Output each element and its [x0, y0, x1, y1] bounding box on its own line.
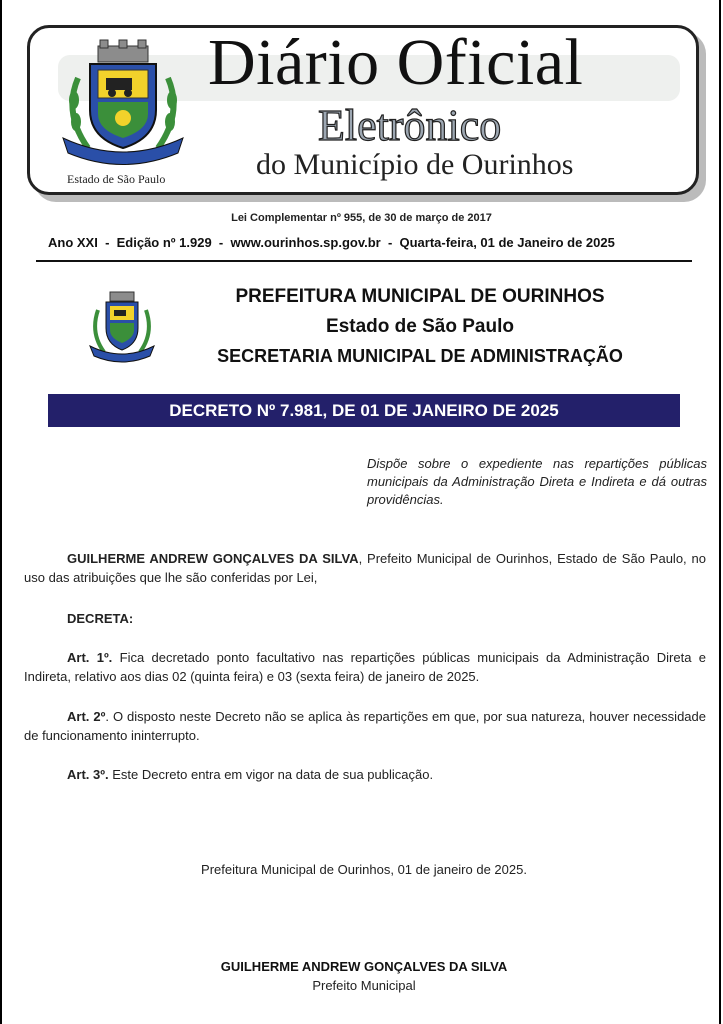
issuer-prefeitura: PREFEITURA MUNICIPAL DE OURINHOS	[235, 286, 605, 307]
municipal-crest-icon	[58, 38, 188, 168]
masthead-title: Diário Oficial	[208, 26, 584, 99]
decreta-heading	[24, 609, 706, 628]
article-3-text: Este Decreto entra em vigor na data de sua publicação.	[108, 767, 434, 782]
edition-line: Ano XXI - Edição nº 1.929 - www.ourinhos.sp.gov.br - Quarta-feira, 01 de Janeiro de 2025	[48, 235, 615, 250]
edition-date: Quarta-feira, 01 de Janeiro de 2025	[399, 235, 615, 250]
article-1	[24, 648, 706, 686]
issuer-secretaria: SECRETARIA MUNICIPAL DE ADMINISTRAÇÃO	[217, 346, 623, 366]
decree-title: DECRETO Nº 7.981, DE 01 DE JANEIRO DE 2025	[48, 394, 680, 427]
decree-summary: Dispõe sobre o expediente nas repartições públicas municipais da Administração Direta e Indireta e dá outras providências.	[367, 456, 707, 507]
law-reference: Lei Complementar nº 955, de 30 de março de 2017	[231, 212, 492, 224]
preamble-name: GUILHERME ANDREW GONÇALVES DA SILVA	[67, 551, 359, 566]
municipal-crest-small-icon	[88, 288, 156, 363]
closing-place-date: Prefeitura Municipal de Ourinhos, 01 de janeiro de 2025.	[201, 862, 527, 877]
article-1-text: Fica decretado ponto facultativo nas repartições públicas municipais da Administração Direta e Indireta, relativo aos dias 02 (quinta feira) e 03 (sexta feira) de janeiro de 2025.	[24, 650, 707, 684]
preamble-paragraph	[24, 549, 706, 587]
edition-year: Ano XXI	[48, 235, 98, 250]
issuer-state: Estado de São Paulo	[326, 316, 514, 337]
state-caption: Estado de São Paulo	[67, 172, 166, 186]
preamble-text: , Prefeito Municipal de Ourinhos, Estado de São Paulo, no uso das atribuições que lhe são conferidas por Lei,	[24, 551, 707, 585]
signatory-name: GUILHERME ANDREW GONÇALVES DA SILVA	[220, 959, 508, 974]
masthead-municipality: do Município de Ourinhos	[256, 148, 574, 181]
signatory-role: Prefeito Municipal	[312, 978, 416, 993]
header-divider	[36, 260, 692, 262]
edition-website: www.ourinhos.sp.gov.br	[230, 235, 381, 250]
article-3	[24, 765, 706, 784]
article-2-label: Art. 2º	[67, 709, 106, 724]
article-2	[24, 707, 706, 745]
article-1-label: Art. 1º.	[67, 650, 113, 665]
article-2-text: . O disposto neste Decreto não se aplica às repartições em que, por sua natureza, houver necessidade de funcionamento ininterrupto.	[24, 709, 706, 743]
edition-number: Edição nº 1.929	[116, 235, 212, 250]
article-3-label: Art. 3º.	[67, 767, 109, 782]
masthead-subtitle: Eletrônico	[318, 101, 502, 150]
decreta-label: DECRETA:	[67, 611, 134, 626]
